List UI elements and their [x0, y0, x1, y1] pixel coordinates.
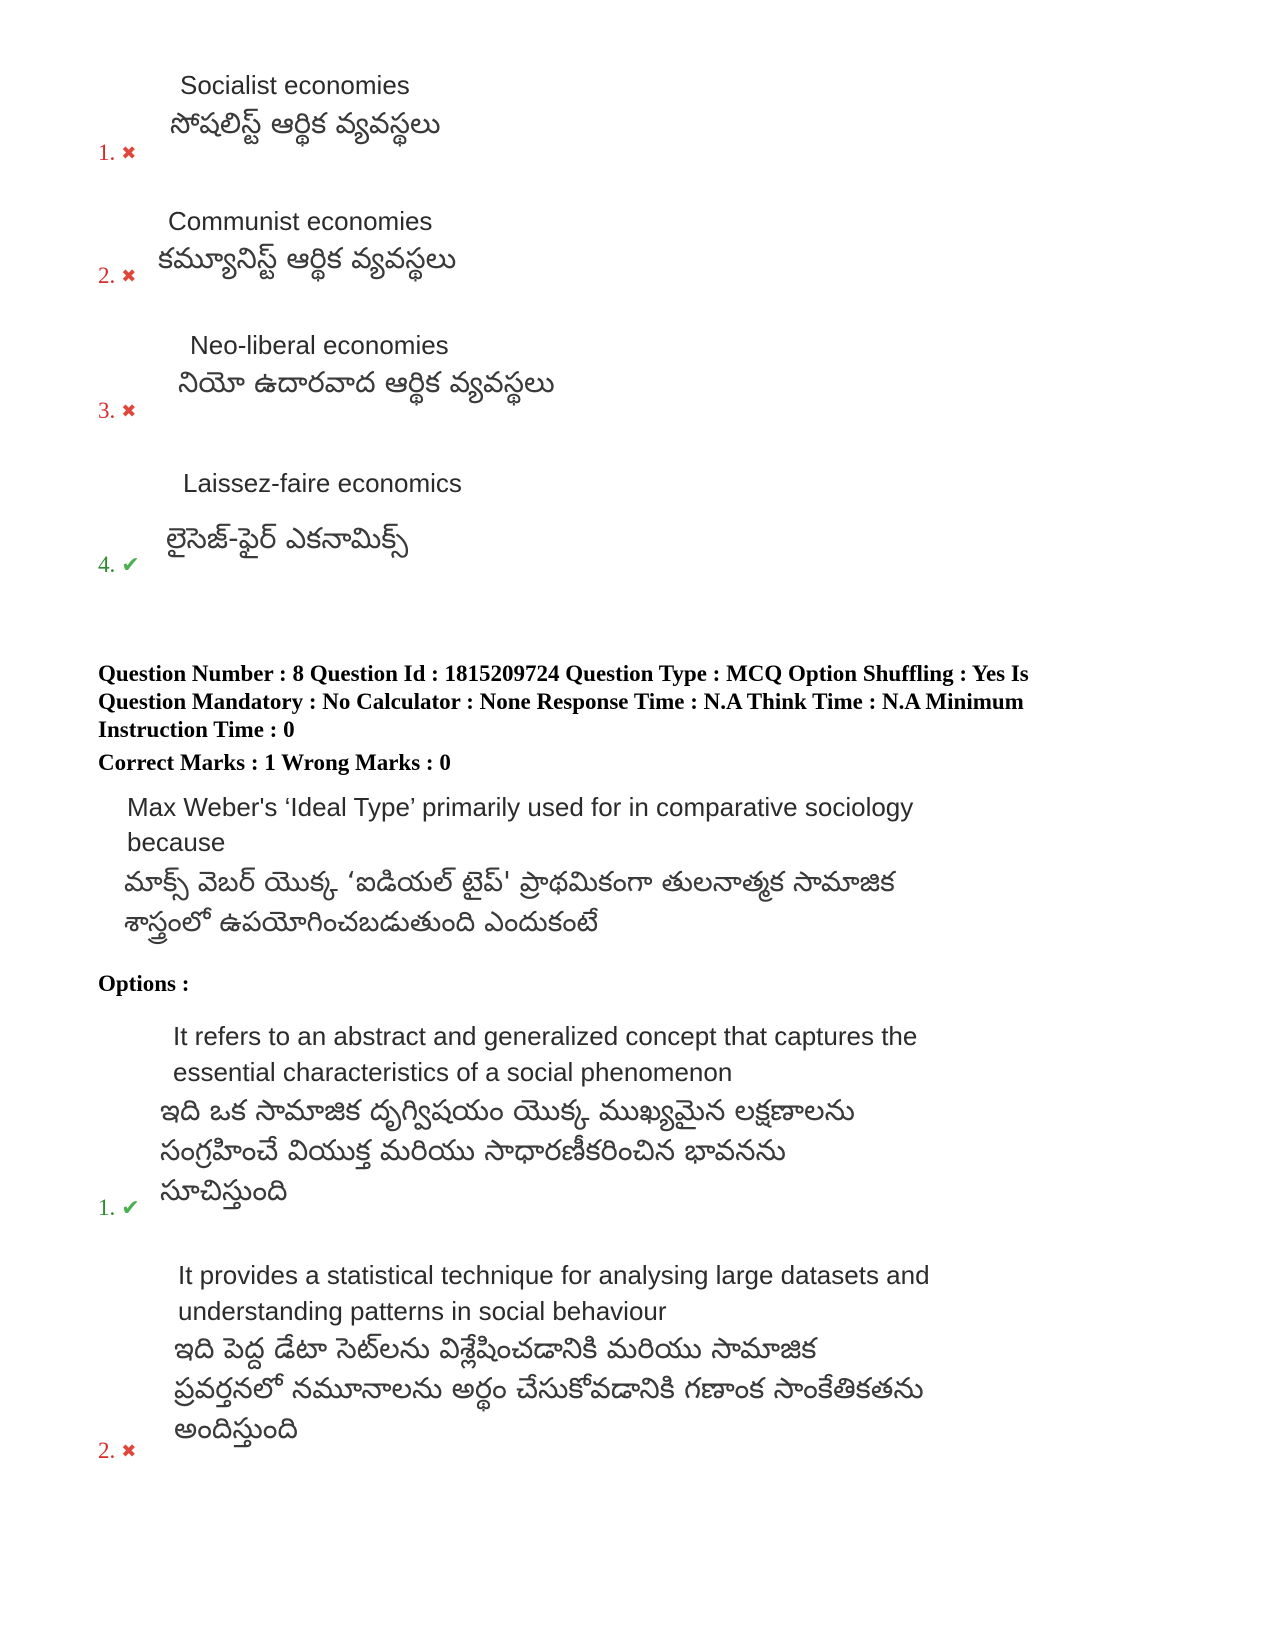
option-1-english	[173, 1018, 917, 1090]
question-text-telugu	[124, 862, 1024, 942]
prev-option-3-telugu: నియో ఉదారవాద ఆర్థిక వ్యవస్థలు	[178, 365, 555, 399]
option-1-telugu	[160, 1090, 855, 1210]
question-marks: Correct Marks : 1 Wrong Marks : 0	[98, 750, 451, 775]
option-2-telugu	[174, 1328, 924, 1448]
option-1-english-line-1: It refers to an abstract and generalized concept that captures the	[173, 1021, 918, 1051]
question-text-english-line-1: Max Weber's ‘Ideal Type’ primarily used for in comparative sociology	[127, 792, 914, 822]
cross-icon: ✖	[121, 265, 137, 287]
option-1-telugu-line-1: ఇది ఒక సామాజిక దృగ్విషయం యొక్క ముఖ్యమైన లక్షణాలను	[160, 1093, 855, 1127]
question-text-english-line-2: because	[127, 827, 226, 857]
prev-option-2-telugu: కమ్యూనిస్ట్ ఆర్థిక వ్యవస్థలు	[158, 241, 457, 275]
option-number: 4.	[98, 552, 116, 577]
question-meta-line-2: Question Mandatory : No Calculator : None Response Time : N.A Think Time : N.A Minimum	[98, 689, 1024, 714]
prev-option-2-english: Communist economies	[168, 206, 433, 236]
prev-option-1-telugu: సోషలిస్ట్ ఆర్థిక వ్యవస్థలు	[170, 106, 441, 140]
prev-option-1-number-row	[98, 140, 136, 166]
option-2-telugu-line-3: అందిస్తుంది	[174, 1411, 298, 1445]
option-1-telugu-line-2: సంగ్రహించే వియుక్త మరియు సాధారణీకరించిన భావనను	[160, 1133, 786, 1167]
question-text-telugu-line-1: మాక్స్ వెబర్ యొక్క ‘ఐడియల్ టైప్' ప్రాథమికంగా తులనాత్మక సామాజిక	[124, 865, 895, 898]
option-number: 1.	[98, 140, 116, 165]
cross-icon: ✖	[121, 1440, 137, 1462]
option-2-telugu-line-1: ఇది పెద్ద డేటా సెట్‌లను విశ్లేషించడానికి మరియు సామాజిక	[174, 1331, 817, 1365]
option-1-english-line-2: essential characteristics of a social phenomenon	[173, 1057, 733, 1087]
option-2-english-line-2: understanding patterns in social behaviour	[178, 1296, 667, 1326]
prev-option-3-english: Neo-liberal economies	[190, 330, 449, 360]
option-number: 2.	[98, 263, 116, 288]
option-number: 3.	[98, 398, 116, 423]
question-text-english	[127, 790, 1027, 860]
prev-option-4-telugu: లైసెజ్-ఫైర్ ఎకనామిక్స్	[166, 521, 409, 555]
prev-option-4-number-row	[98, 552, 140, 578]
question-meta-line-3: Instruction Time : 0	[98, 717, 295, 742]
question-meta	[98, 660, 1138, 744]
option-number: 2.	[98, 1438, 116, 1463]
prev-option-4-english: Laissez-faire economics	[183, 468, 462, 498]
question-text-telugu-line-2: శాస్త్రంలో ఉపయోగించబడుతుంది ఎందుకంటే	[124, 905, 599, 938]
check-icon: ✔	[121, 552, 140, 578]
option-1-number-row	[98, 1195, 140, 1221]
check-icon: ✔	[121, 1195, 140, 1221]
cross-icon: ✖	[121, 142, 137, 164]
option-2-number-row	[98, 1438, 136, 1464]
cross-icon: ✖	[121, 400, 137, 422]
prev-option-1-english: Socialist economies	[180, 70, 410, 100]
option-2-telugu-line-2: ప్రవర్తనలో నమూనాలను అర్థం చేసుకోవడానికి గణాంక సాంకేతికతను	[174, 1371, 924, 1405]
prev-option-3-number-row	[98, 398, 136, 424]
question-meta-line-1: Question Number : 8 Question Id : 1815209724 Question Type : MCQ Option Shuffling : Yes Is	[98, 661, 1029, 686]
option-2-english	[178, 1257, 930, 1329]
options-label: Options :	[98, 971, 190, 996]
option-1-telugu-line-3: సూచిస్తుంది	[160, 1173, 288, 1207]
prev-option-2-number-row	[98, 263, 136, 289]
option-2-english-line-1: It provides a statistical technique for analysing large datasets and	[178, 1260, 930, 1290]
option-number: 1.	[98, 1195, 116, 1220]
